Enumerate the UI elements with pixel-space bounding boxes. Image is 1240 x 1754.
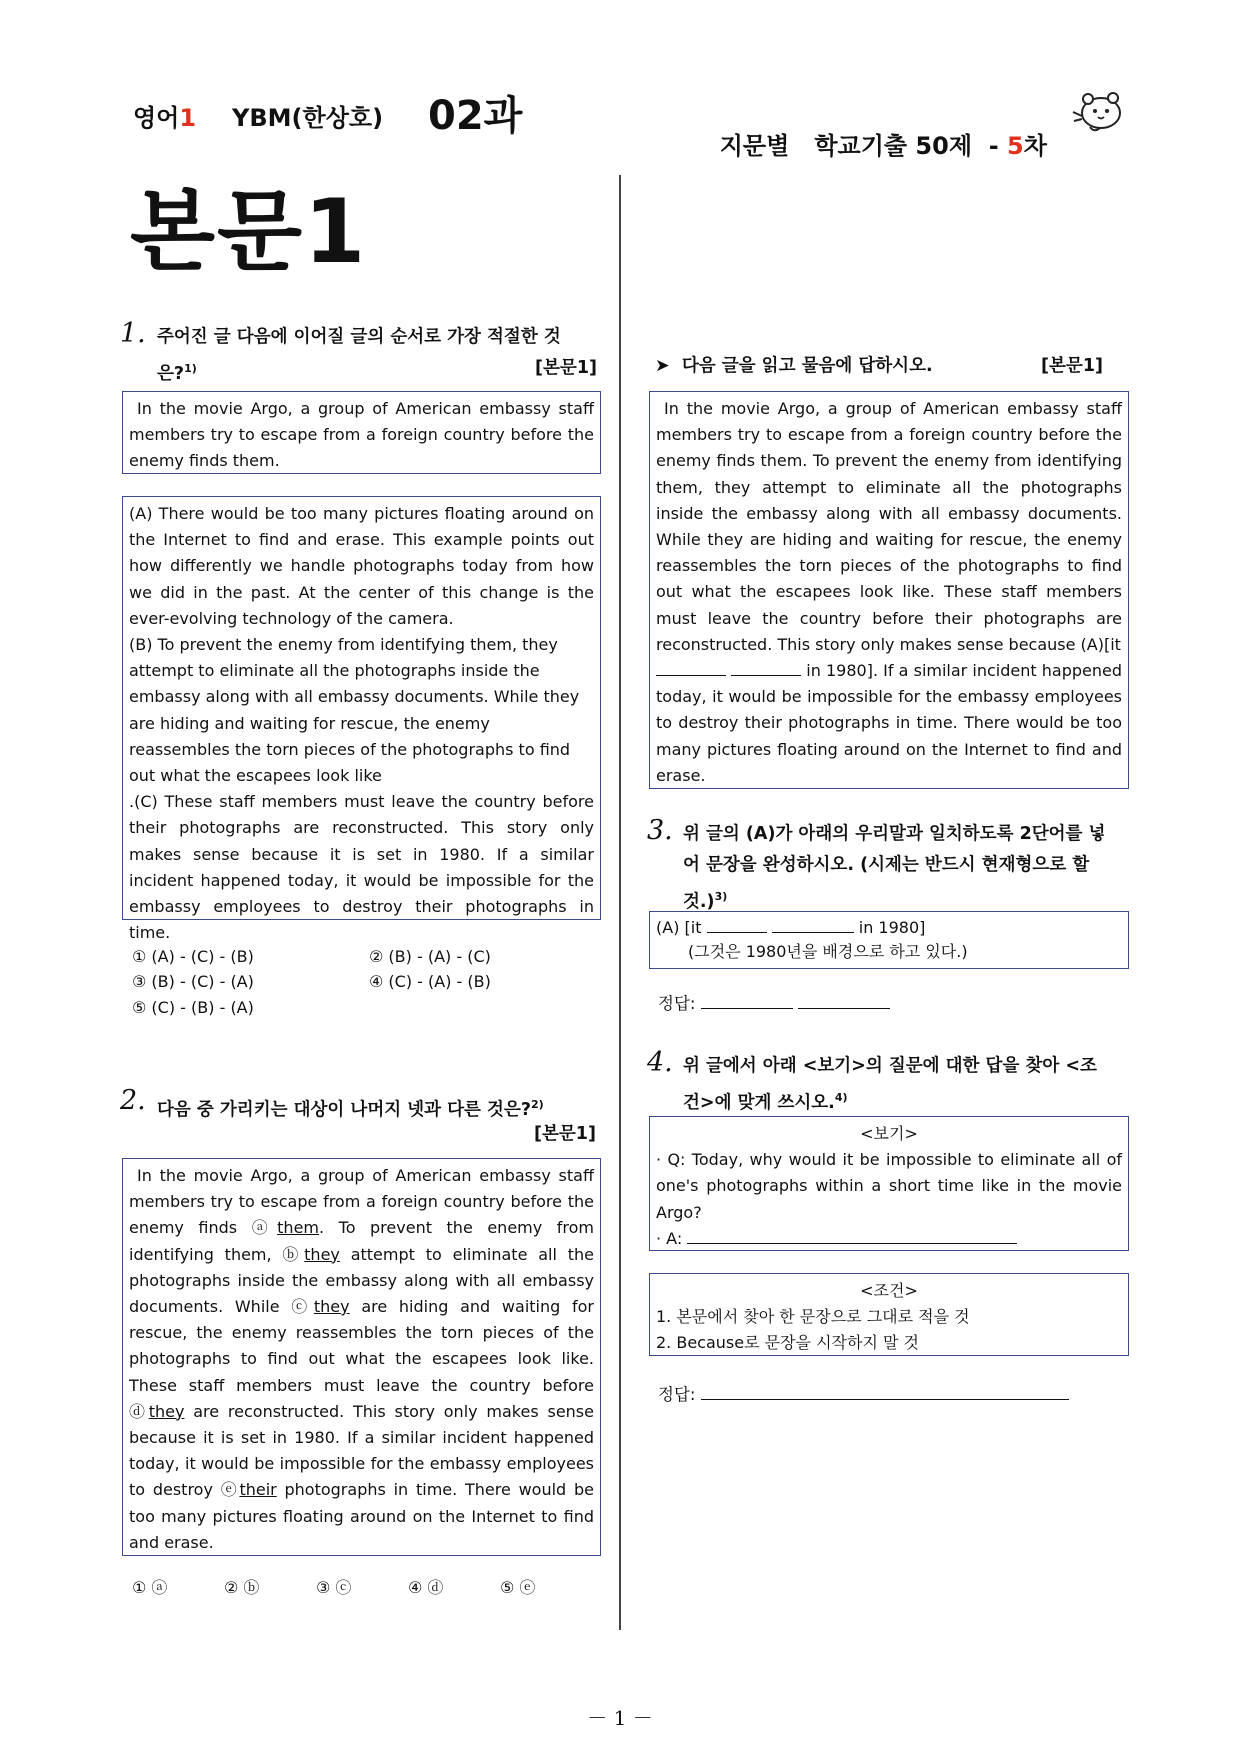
subject-label: 영어1 xyxy=(133,104,197,132)
blank-1[interactable] xyxy=(656,661,726,676)
q2-number: 2. xyxy=(120,1085,146,1116)
q4-question: · Q: Today, why would it be impossible to eliminate all of one's photographs within a short time like in the movie Argo? xyxy=(656,1150,1122,1222)
textbook-label: YBM(한상호) xyxy=(232,104,384,132)
q4-condition-1: 1. 본문에서 찾아 한 문장으로 그대로 적을 것 xyxy=(656,1307,970,1327)
q2-passage-box: In the movie Argo, a group of American embassy staff members try to escape from a foreign country before the enemy finds ⓐthem. To prevent the enemy from identifying them, ⓑthey attempt to eliminate all the photographs inside the embassy along with all embassy documents. While ⓒthey are hiding and waiting for rescue, the enemy reassembles the torn pieces of the photographs to find out what the escapees look like. These staff members must leave the country before ⓓthey are reconstructed. This story only makes sense because it is set in 1980. If a similar incident happened today, it would be impossible for the embassy employees to destroy ⓔtheir photographs in time. There would be too many pictures floating around on the Internet to find and erase. xyxy=(122,1158,601,1556)
q3-answer-blank-2[interactable] xyxy=(798,994,890,1009)
q1-para-b: (B) To prevent the enemy from identifying them, they attempt to eliminate all the photographs inside the embassy along with all embassy documents. While they are hiding and waiting for rescue, the enemy reassembles the torn pieces of the photographs to find out what the escapees look like xyxy=(129,635,580,786)
q2-source: [본문1] xyxy=(534,1124,596,1144)
blank-2[interactable] xyxy=(731,661,801,676)
q1-choice-1[interactable]: ① (A) - (C) - (B) xyxy=(132,947,254,966)
q1-choice-3[interactable]: ③ (B) - (C) - (A) xyxy=(132,972,254,991)
right-passage-box: In the movie Argo, a group of American embassy staff members try to escape from a foreign country before the enemy finds them. To prevent the enemy from identifying them, they attempt to eliminate all the photographs inside the embassy along with all embassy documents. While they are hiding and waiting for rescue, the enemy reassembles the torn pieces of the photographs to find out what the escapees look like. These staff members must leave the country before their photographs are reconstructed. This story only makes sense because (A)[it in 1980]. If a similar incident happened today, it would be impossible for the embassy employees to destroy their photographs in time. There would be too many pictures floating around on the Internet to find and erase. xyxy=(649,391,1129,789)
q1-prompt: 주어진 글 다음에 이어질 글의 순서로 가장 적절한 것 은?$^{1)}$ [본문1] xyxy=(157,322,597,390)
q1-choice-4[interactable]: ④ (C) - (A) - (B) xyxy=(369,972,491,991)
q4-example-box: <보기> · Q: Today, why would it be impossible to eliminate all of one's photographs within a short time like in the movie Argo? · A: xyxy=(649,1116,1129,1251)
q1-para-c: .(C) These staff members must leave the country before their photographs are reconstructed. This story only makes sense because it is set in 1980. If a similar incident happened today, it would be impossible for the embassy employees to destroy their photographs in time. xyxy=(129,792,594,943)
q3-answer-blank-1[interactable] xyxy=(701,994,793,1009)
q2-choice-3[interactable]: ③ ⓒ xyxy=(316,1578,352,1597)
q1-choice-2[interactable]: ② (B) - (A) - (C) xyxy=(369,947,491,966)
q3-box: (A) [it in 1980] (그것은 1980년을 배경으로 하고 있다.) xyxy=(649,911,1129,969)
q1-choice-5[interactable]: ⑤ (C) - (B) - (A) xyxy=(132,998,254,1017)
q2-marker-b: ⓑthey xyxy=(282,1244,340,1264)
q2-choice-1[interactable]: ① ⓐ xyxy=(132,1578,168,1597)
q1-paragraph-box xyxy=(122,496,601,943)
q2-marker-a: ⓐthem xyxy=(251,1218,319,1238)
q1-source: [본문1] xyxy=(535,358,597,378)
q2-choice-5[interactable]: ⑤ ⓔ xyxy=(500,1578,536,1597)
q4-answer-blank[interactable] xyxy=(701,1385,1069,1400)
q3-blank-2[interactable] xyxy=(772,918,854,933)
q2-marker-c: ⓒthey xyxy=(291,1297,350,1317)
q3-answer: 정답: xyxy=(658,990,890,1014)
q4-a-blank[interactable] xyxy=(687,1229,1017,1244)
section-title: 본문1 xyxy=(130,180,368,283)
q3-prompt: 위 글의 (A)가 아래의 우리말과 일치하도록 2단어를 넣 어 문장을 완성하시오. (시제는 반드시 현재형으로 할 것.)$^{3)}$ xyxy=(683,824,1106,912)
q4-condition-2: 2. Because로 문장을 시작하지 말 것 xyxy=(656,1333,919,1353)
q4-condition-title: <조건> xyxy=(860,1281,918,1300)
q1-number: 1. xyxy=(120,318,146,349)
q4-condition-box xyxy=(649,1273,1129,1356)
q2-marker-d: ⓓthey xyxy=(129,1401,185,1421)
page-number: － 1 － xyxy=(587,1706,653,1730)
q4-example-title: <보기> xyxy=(860,1124,918,1143)
q1-para-a: (A) There would be too many pictures floating around on the Internet to find and erase. This example points out how differently we handle photographs today from how we did in the past. At the center of this change is the ever-evolving technology of the camera. xyxy=(129,504,594,628)
series-label: 지문별 학교기출 50제 - 5차 xyxy=(719,132,1047,160)
q4-prompt: 위 글에서 아래 <보기>의 질문에 대한 답을 찾아 <조 건>에 맞게 쓰시오.$^{4)}$ xyxy=(683,1056,1097,1113)
column-divider xyxy=(619,175,621,1630)
q4-answer: 정답: xyxy=(658,1381,1069,1405)
q2-choice-4[interactable]: ④ ⓓ xyxy=(408,1578,444,1597)
q4-number: 4. xyxy=(647,1047,673,1078)
q3-blank-1[interactable] xyxy=(707,918,767,933)
q1-given-box: In the movie Argo, a group of American embassy staff members try to escape from a foreign country before the enemy finds them. xyxy=(122,391,601,474)
q2-prompt: 다음 중 가리키는 대상이 나머지 넷과 다른 것은?$^{2)}$ xyxy=(157,1098,544,1120)
q3-number: 3. xyxy=(647,815,673,846)
bear-face-icon xyxy=(1070,86,1126,136)
arrow-icon: ➤ xyxy=(655,356,670,376)
q2-choice-2[interactable]: ② ⓑ xyxy=(224,1578,260,1597)
q2-marker-e: ⓔtheir xyxy=(220,1480,277,1500)
right-source: [본문1] xyxy=(1041,356,1103,376)
lesson-label: 02과 xyxy=(428,93,523,139)
right-prompt: ➤ 다음 글을 읽고 물음에 답하시오. [본문1] xyxy=(655,351,1103,382)
